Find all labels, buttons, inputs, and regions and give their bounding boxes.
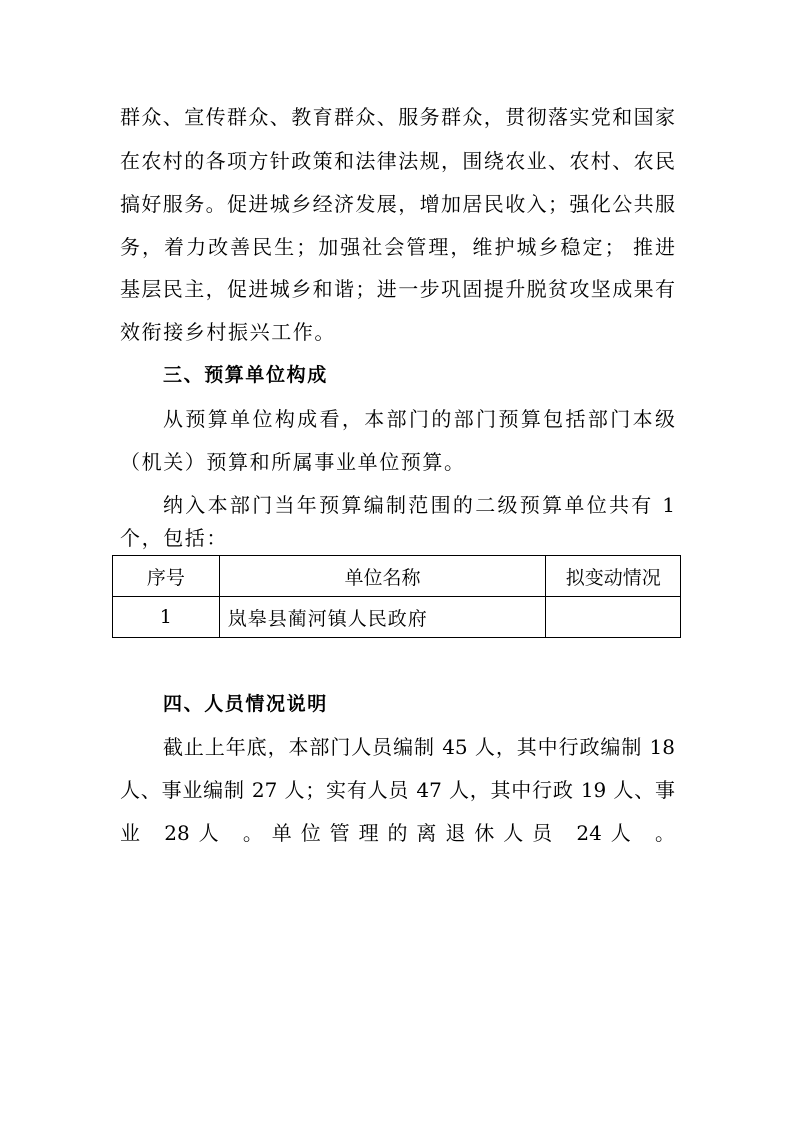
- paragraph-line: 人、事业编制 27 人；实有人员 47 人，其中行政 19 人、事: [120, 778, 675, 802]
- paragraph-line: 搞好服务。促进城乡经济发展，增加居民收入；强化公共服: [120, 192, 675, 216]
- table-cell: 岚皋县蔺河镇人民政府: [219, 597, 546, 638]
- table-cell: [546, 597, 681, 638]
- paragraph-line: 从预算单位构成看，本部门的部门预算包括部门本级: [163, 407, 675, 431]
- budget-units-table: [112, 555, 681, 638]
- column-header: 拟变动情况: [546, 556, 681, 597]
- section-heading: 三、预算单位构成: [163, 364, 328, 386]
- table-row: [113, 597, 681, 638]
- paragraph-line: 务，着力改善民生；加强社会管理，维护城乡稳定； 推进: [120, 235, 675, 259]
- table-header-row: [113, 556, 681, 597]
- paragraph-line: 截止上年底，本部门人员编制 45 人，其中行政编制 18: [163, 735, 675, 759]
- paragraph-line: 效衔接乡村振兴工作。: [120, 320, 336, 344]
- paragraph-line: 群众、宣传群众、教育群众、服务群众，贯彻落实党和国家: [120, 105, 675, 129]
- paragraph-line: 基层民主，促进城乡和谐；进一步巩固提升脱贫攻坚成果有: [120, 277, 675, 301]
- paragraph-line: （机关）预算和所属事业单位预算。: [120, 450, 466, 474]
- paragraph-line: 业 28人 。单位管理的离退休人员 24人 。: [120, 821, 675, 845]
- section-heading: 四、人员情况说明: [163, 693, 328, 715]
- paragraph-line: 个，包括：: [120, 526, 228, 550]
- paragraph-line: 纳入本部门当年预算编制范围的二级预算单位共有 1: [163, 493, 675, 517]
- table-cell: 1: [113, 597, 220, 638]
- column-header: 单位名称: [219, 556, 546, 597]
- column-header: 序号: [113, 556, 220, 597]
- paragraph-line: 在农村的各项方针政策和法律法规，围绕农业、农村、农民: [120, 149, 675, 173]
